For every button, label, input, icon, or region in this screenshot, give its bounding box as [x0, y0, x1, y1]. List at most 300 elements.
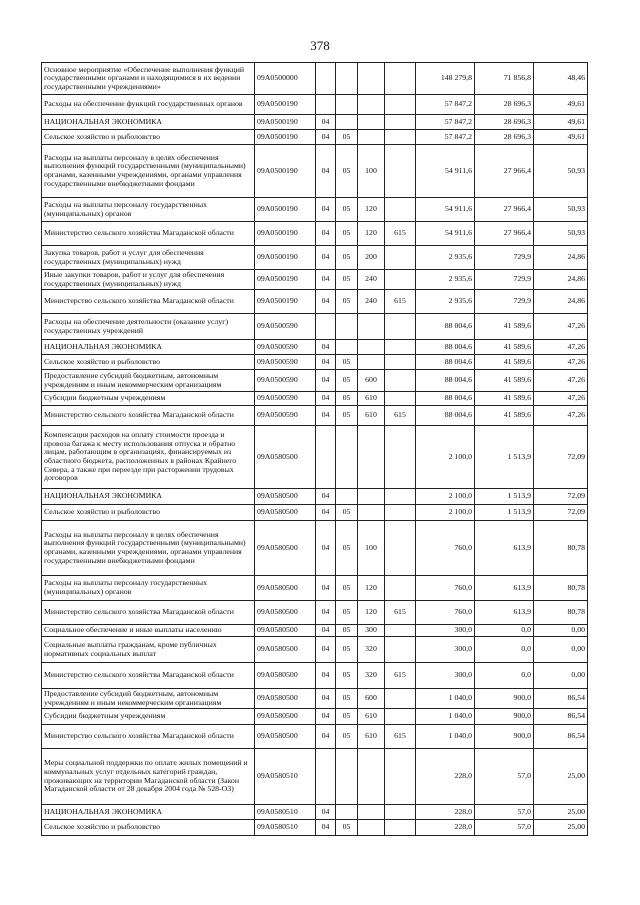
row-name: Министерство сельского хозяйства Магаданской области	[42, 601, 255, 625]
execution-percent: 0,00	[534, 637, 588, 663]
expense-type-code	[358, 355, 385, 370]
actual-amount: 27 966,4	[475, 145, 534, 198]
actual-amount: 0,0	[475, 663, 534, 689]
table-row	[42, 63, 588, 95]
row-name: Социальное обеспечение и иные выплаты населению	[42, 625, 255, 637]
subsection-code	[336, 63, 358, 95]
ministry-code	[385, 820, 416, 836]
actual-amount: 900,0	[475, 689, 534, 709]
ministry-code: 615	[385, 222, 416, 246]
ministry-code	[385, 689, 416, 709]
expense-type-code: 120	[358, 576, 385, 601]
table-row	[42, 709, 588, 725]
expense-type-code: 240	[358, 270, 385, 290]
subsection-code: 05	[336, 370, 358, 392]
actual-amount: 900,0	[475, 709, 534, 725]
subsection-code	[336, 115, 358, 130]
execution-percent: 25,00	[534, 749, 588, 805]
ministry-code: 615	[385, 406, 416, 426]
row-name: Предоставление субсидий бюджетным, автономным учреждениям и иным некоммерческим организациям	[42, 370, 255, 392]
subsection-code	[336, 340, 358, 355]
section-code: 04	[316, 637, 336, 663]
row-name: Сельское хозяйство и рыболовство	[42, 355, 255, 370]
subsection-code: 05	[336, 246, 358, 270]
subsection-code: 05	[336, 198, 358, 222]
planned-amount: 2 935,6	[416, 246, 475, 270]
row-name: Расходы на выплаты персоналу в целях обеспечения выполнения функций государственными (муниципальными) органами, казенными учреждениями, органами управления государственными внебюджетными фондами	[42, 521, 255, 576]
ministry-code	[385, 489, 416, 505]
subsection-code: 05	[336, 222, 358, 246]
ministry-code	[385, 749, 416, 805]
row-name: НАЦИОНАЛЬНАЯ ЭКОНОМИКА	[42, 489, 255, 505]
subsection-code	[336, 749, 358, 805]
actual-amount: 0,0	[475, 625, 534, 637]
planned-amount: 54 911,6	[416, 145, 475, 198]
actual-amount: 0,0	[475, 637, 534, 663]
ministry-code	[385, 355, 416, 370]
actual-amount: 900,0	[475, 725, 534, 749]
expense-type-code	[358, 340, 385, 355]
actual-amount: 41 589,6	[475, 340, 534, 355]
execution-percent: 80,78	[534, 521, 588, 576]
expense-type-code: 120	[358, 222, 385, 246]
actual-amount: 613,9	[475, 601, 534, 625]
actual-amount: 41 589,6	[475, 370, 534, 392]
planned-amount: 1 040,0	[416, 725, 475, 749]
section-code: 04	[316, 246, 336, 270]
section-code: 04	[316, 270, 336, 290]
execution-percent: 47,26	[534, 314, 588, 340]
subsection-code	[336, 489, 358, 505]
planned-amount: 300,0	[416, 663, 475, 689]
table-row	[42, 749, 588, 805]
planned-amount: 2 100,0	[416, 489, 475, 505]
subsection-code	[336, 805, 358, 820]
section-code: 04	[316, 805, 336, 820]
table-row	[42, 145, 588, 198]
budget-table-body	[42, 63, 588, 836]
row-name: НАЦИОНАЛЬНАЯ ЭКОНОМИКА	[42, 805, 255, 820]
table-row	[42, 355, 588, 370]
row-name: Компенсация расходов на оплату стоимости проезда и провоза багажа к месту использования отпуска и обратно лицам, работающим в организациях, финансируемых из областного бюджета, расположенных в районах Крайнего Севера, а также при переезде при расторжении трудовых договоров	[42, 426, 255, 489]
target-code: 09А0500590	[255, 406, 316, 426]
ministry-code: 615	[385, 725, 416, 749]
subsection-code: 05	[336, 601, 358, 625]
actual-amount: 613,9	[475, 521, 534, 576]
expense-type-code	[358, 805, 385, 820]
planned-amount: 57 847,2	[416, 115, 475, 130]
table-row	[42, 370, 588, 392]
actual-amount: 41 589,6	[475, 392, 534, 406]
actual-amount: 57,0	[475, 749, 534, 805]
target-code: 09А0500000	[255, 63, 316, 95]
row-name: Расходы на выплаты персоналу государственных (муниципальных) органов	[42, 198, 255, 222]
section-code: 04	[316, 576, 336, 601]
row-name: Министерство сельского хозяйства Магаданской области	[42, 406, 255, 426]
actual-amount: 27 966,4	[475, 222, 534, 246]
execution-percent: 50,93	[534, 222, 588, 246]
ministry-code	[385, 370, 416, 392]
section-code: 04	[316, 601, 336, 625]
target-code: 09А0580500	[255, 489, 316, 505]
section-code: 04	[316, 198, 336, 222]
execution-percent: 80,78	[534, 576, 588, 601]
subsection-code: 05	[336, 725, 358, 749]
table-row	[42, 222, 588, 246]
subsection-code: 05	[336, 406, 358, 426]
planned-amount: 2 100,0	[416, 426, 475, 489]
planned-amount: 228,0	[416, 749, 475, 805]
actual-amount: 57,0	[475, 820, 534, 836]
actual-amount: 41 589,6	[475, 314, 534, 340]
table-row	[42, 198, 588, 222]
section-code: 04	[316, 406, 336, 426]
expense-type-code: 300	[358, 625, 385, 637]
execution-percent: 47,26	[534, 406, 588, 426]
target-code: 09А0500590	[255, 370, 316, 392]
expense-type-code	[358, 115, 385, 130]
target-code: 09А0500190	[255, 270, 316, 290]
target-code: 09А0580500	[255, 426, 316, 489]
target-code: 09А0580500	[255, 576, 316, 601]
subsection-code: 05	[336, 130, 358, 145]
target-code: 09А0500190	[255, 145, 316, 198]
execution-percent: 49,61	[534, 115, 588, 130]
execution-percent: 24,86	[534, 290, 588, 314]
execution-percent: 47,26	[534, 370, 588, 392]
expense-type-code	[358, 314, 385, 340]
actual-amount: 729,9	[475, 290, 534, 314]
ministry-code	[385, 576, 416, 601]
ministry-code	[385, 709, 416, 725]
expense-type-code: 610	[358, 709, 385, 725]
planned-amount: 88 004,6	[416, 406, 475, 426]
target-code: 09А0580510	[255, 805, 316, 820]
execution-percent: 50,93	[534, 145, 588, 198]
subsection-code	[336, 314, 358, 340]
target-code: 09А0580510	[255, 749, 316, 805]
section-code: 04	[316, 130, 336, 145]
actual-amount: 28 696,3	[475, 130, 534, 145]
ministry-code	[385, 805, 416, 820]
row-name: Министерство сельского хозяйства Магаданской области	[42, 663, 255, 689]
section-code: 04	[316, 689, 336, 709]
row-name: Сельское хозяйство и рыболовство	[42, 130, 255, 145]
execution-percent: 49,61	[534, 130, 588, 145]
expense-type-code: 240	[358, 290, 385, 314]
actual-amount: 71 856,8	[475, 63, 534, 95]
row-name: Министерство сельского хозяйства Магаданской области	[42, 290, 255, 314]
table-row	[42, 426, 588, 489]
actual-amount: 1 513,9	[475, 505, 534, 521]
section-code: 04	[316, 290, 336, 314]
subsection-code: 05	[336, 709, 358, 725]
table-row	[42, 290, 588, 314]
table-row	[42, 805, 588, 820]
target-code: 09А0500190	[255, 130, 316, 145]
planned-amount: 54 911,6	[416, 222, 475, 246]
execution-percent: 48,46	[534, 63, 588, 95]
planned-amount: 300,0	[416, 625, 475, 637]
table-row	[42, 820, 588, 836]
planned-amount: 88 004,6	[416, 392, 475, 406]
expense-type-code: 610	[358, 406, 385, 426]
subsection-code: 05	[336, 505, 358, 521]
target-code: 09А0500190	[255, 246, 316, 270]
planned-amount: 88 004,6	[416, 355, 475, 370]
target-code: 09А0580500	[255, 625, 316, 637]
row-name: Расходы на выплаты персоналу в целях обеспечения выполнения функций государственными (муниципальными) органами, казенными учреждениями, органами управления государственными внебюджетными фондами	[42, 145, 255, 198]
planned-amount: 2 100,0	[416, 505, 475, 521]
planned-amount: 88 004,6	[416, 370, 475, 392]
section-code: 04	[316, 355, 336, 370]
section-code: 04	[316, 340, 336, 355]
target-code: 09А0500590	[255, 314, 316, 340]
ministry-code	[385, 246, 416, 270]
ministry-code	[385, 625, 416, 637]
planned-amount: 148 279,8	[416, 63, 475, 95]
planned-amount: 760,0	[416, 576, 475, 601]
execution-percent: 86,54	[534, 709, 588, 725]
target-code: 09А0580500	[255, 709, 316, 725]
table-row	[42, 270, 588, 290]
target-code: 09А0500190	[255, 198, 316, 222]
expense-type-code	[358, 130, 385, 145]
expense-type-code	[358, 749, 385, 805]
execution-percent: 86,54	[534, 725, 588, 749]
section-code: 04	[316, 820, 336, 836]
execution-percent: 0,00	[534, 625, 588, 637]
execution-percent: 0,00	[534, 663, 588, 689]
row-name: Предоставление субсидий бюджетным, автономным учреждениям и иным некоммерческим организациям	[42, 689, 255, 709]
planned-amount: 228,0	[416, 820, 475, 836]
target-code: 09А0500590	[255, 355, 316, 370]
section-code: 04	[316, 663, 336, 689]
table-row	[42, 663, 588, 689]
row-name: Иные закупки товаров, работ и услуг для обеспечения государственных (муниципальных) нужд	[42, 270, 255, 290]
section-code: 04	[316, 725, 336, 749]
expense-type-code: 600	[358, 370, 385, 392]
execution-percent: 50,93	[534, 198, 588, 222]
row-name: Расходы на выплаты персоналу государственных (муниципальных) органов	[42, 576, 255, 601]
target-code: 09А0500190	[255, 222, 316, 246]
expense-type-code	[358, 63, 385, 95]
section-code: 04	[316, 521, 336, 576]
ministry-code	[385, 63, 416, 95]
planned-amount: 57 847,2	[416, 95, 475, 115]
execution-percent: 25,00	[534, 805, 588, 820]
table-row	[42, 406, 588, 426]
table-row	[42, 625, 588, 637]
row-name: Министерство сельского хозяйства Магаданской области	[42, 222, 255, 246]
ministry-code	[385, 198, 416, 222]
subsection-code: 05	[336, 689, 358, 709]
execution-percent: 24,86	[534, 246, 588, 270]
expense-type-code	[358, 505, 385, 521]
ministry-code	[385, 426, 416, 489]
expense-type-code	[358, 95, 385, 115]
execution-percent: 49,61	[534, 95, 588, 115]
ministry-code	[385, 115, 416, 130]
planned-amount: 88 004,6	[416, 340, 475, 355]
execution-percent: 47,26	[534, 392, 588, 406]
subsection-code: 05	[336, 625, 358, 637]
table-row	[42, 130, 588, 145]
target-code: 09А0580500	[255, 663, 316, 689]
table-row	[42, 95, 588, 115]
expense-type-code: 100	[358, 521, 385, 576]
ministry-code	[385, 95, 416, 115]
target-code: 09А0500590	[255, 340, 316, 355]
planned-amount: 88 004,6	[416, 314, 475, 340]
table-row	[42, 689, 588, 709]
target-code: 09А0500190	[255, 290, 316, 314]
ministry-code: 615	[385, 601, 416, 625]
execution-percent: 24,86	[534, 270, 588, 290]
subsection-code: 05	[336, 521, 358, 576]
execution-percent: 47,26	[534, 355, 588, 370]
table-row	[42, 521, 588, 576]
expense-type-code: 610	[358, 725, 385, 749]
ministry-code	[385, 637, 416, 663]
section-code: 04	[316, 222, 336, 246]
planned-amount: 1 040,0	[416, 709, 475, 725]
section-code: 04	[316, 392, 336, 406]
section-code: 04	[316, 145, 336, 198]
expense-type-code: 100	[358, 145, 385, 198]
row-name: Основное мероприятие «Обеспечение выполнения функций государственными органами и находящимися в их ведении государственными учреждениями»	[42, 63, 255, 95]
row-name: НАЦИОНАЛЬНАЯ ЭКОНОМИКА	[42, 115, 255, 130]
actual-amount: 57,0	[475, 805, 534, 820]
execution-percent: 80,78	[534, 601, 588, 625]
target-code: 09А0580500	[255, 505, 316, 521]
table-row	[42, 601, 588, 625]
target-code: 09А0500190	[255, 95, 316, 115]
ministry-code: 615	[385, 663, 416, 689]
row-name: Сельское хозяйство и рыболовство	[42, 505, 255, 521]
section-code: 04	[316, 625, 336, 637]
table-row	[42, 637, 588, 663]
subsection-code: 05	[336, 820, 358, 836]
subsection-code: 05	[336, 290, 358, 314]
expense-type-code: 320	[358, 663, 385, 689]
subsection-code: 05	[336, 270, 358, 290]
actual-amount: 28 696,3	[475, 95, 534, 115]
target-code: 09А0500590	[255, 392, 316, 406]
execution-percent: 72,09	[534, 426, 588, 489]
ministry-code	[385, 130, 416, 145]
row-name: Закупка товаров, работ и услуг для обеспечения государственных (муниципальных) нужд	[42, 246, 255, 270]
subsection-code: 05	[336, 355, 358, 370]
planned-amount: 760,0	[416, 521, 475, 576]
planned-amount: 228,0	[416, 805, 475, 820]
subsection-code	[336, 95, 358, 115]
target-code: 09А0580500	[255, 725, 316, 749]
table-row	[42, 576, 588, 601]
subsection-code: 05	[336, 663, 358, 689]
expense-type-code: 600	[358, 689, 385, 709]
subsection-code: 05	[336, 145, 358, 198]
expense-type-code	[358, 489, 385, 505]
target-code: 09А0580500	[255, 689, 316, 709]
target-code: 09А0500190	[255, 115, 316, 130]
ministry-code	[385, 392, 416, 406]
planned-amount: 2 935,6	[416, 270, 475, 290]
actual-amount: 1 513,9	[475, 426, 534, 489]
expense-type-code: 120	[358, 601, 385, 625]
planned-amount: 54 911,6	[416, 198, 475, 222]
target-code: 09А0580500	[255, 521, 316, 576]
ministry-code	[385, 521, 416, 576]
row-name: Сельское хозяйство и рыболовство	[42, 820, 255, 836]
page-number: 378	[310, 38, 330, 53]
target-code: 09А0580500	[255, 637, 316, 663]
actual-amount: 41 589,6	[475, 406, 534, 426]
execution-percent: 86,54	[534, 689, 588, 709]
actual-amount: 27 966,4	[475, 198, 534, 222]
section-code	[316, 63, 336, 95]
expense-type-code: 610	[358, 392, 385, 406]
subsection-code: 05	[336, 637, 358, 663]
target-code: 09А0580510	[255, 820, 316, 836]
row-name: Министерство сельского хозяйства Магаданской области	[42, 725, 255, 749]
subsection-code: 05	[336, 576, 358, 601]
actual-amount: 41 589,6	[475, 355, 534, 370]
ministry-code: 615	[385, 290, 416, 314]
table-row	[42, 246, 588, 270]
actual-amount: 1 513,9	[475, 489, 534, 505]
table-row	[42, 725, 588, 749]
section-code: 04	[316, 370, 336, 392]
row-name: Меры социальной поддержки по оплате жилых помещений и коммунальных услуг отдельных категорий граждан, проживающих на территории Магаданской области (Закон Магаданской области от 28 декабря 2004 года № 528-ОЗ)	[42, 749, 255, 805]
table-row	[42, 505, 588, 521]
ministry-code	[385, 145, 416, 198]
ministry-code	[385, 314, 416, 340]
section-code: 04	[316, 115, 336, 130]
planned-amount: 760,0	[416, 601, 475, 625]
expense-type-code: 320	[358, 637, 385, 663]
ministry-code	[385, 505, 416, 521]
execution-percent: 25,00	[534, 820, 588, 836]
table-row	[42, 314, 588, 340]
execution-percent: 72,09	[534, 489, 588, 505]
actual-amount: 28 696,3	[475, 115, 534, 130]
actual-amount: 613,9	[475, 576, 534, 601]
expense-type-code	[358, 426, 385, 489]
section-code: 04	[316, 505, 336, 521]
section-code	[316, 314, 336, 340]
expense-type-code: 200	[358, 246, 385, 270]
row-name: Субсидии бюджетным учреждениям	[42, 709, 255, 725]
expense-type-code	[358, 820, 385, 836]
section-code	[316, 95, 336, 115]
expense-type-code: 120	[358, 198, 385, 222]
row-name: НАЦИОНАЛЬНАЯ ЭКОНОМИКА	[42, 340, 255, 355]
table-row	[42, 489, 588, 505]
section-code: 04	[316, 489, 336, 505]
ministry-code	[385, 340, 416, 355]
ministry-code	[385, 270, 416, 290]
execution-percent: 72,09	[534, 505, 588, 521]
actual-amount: 729,9	[475, 246, 534, 270]
row-name: Расходы на обеспечение функций государственных органов	[42, 95, 255, 115]
execution-percent: 47,26	[534, 340, 588, 355]
planned-amount: 300,0	[416, 637, 475, 663]
section-code	[316, 426, 336, 489]
row-name: Социальные выплаты гражданам, кроме публичных нормативных социальных выплат	[42, 637, 255, 663]
planned-amount: 57 847,2	[416, 130, 475, 145]
table-row	[42, 115, 588, 130]
